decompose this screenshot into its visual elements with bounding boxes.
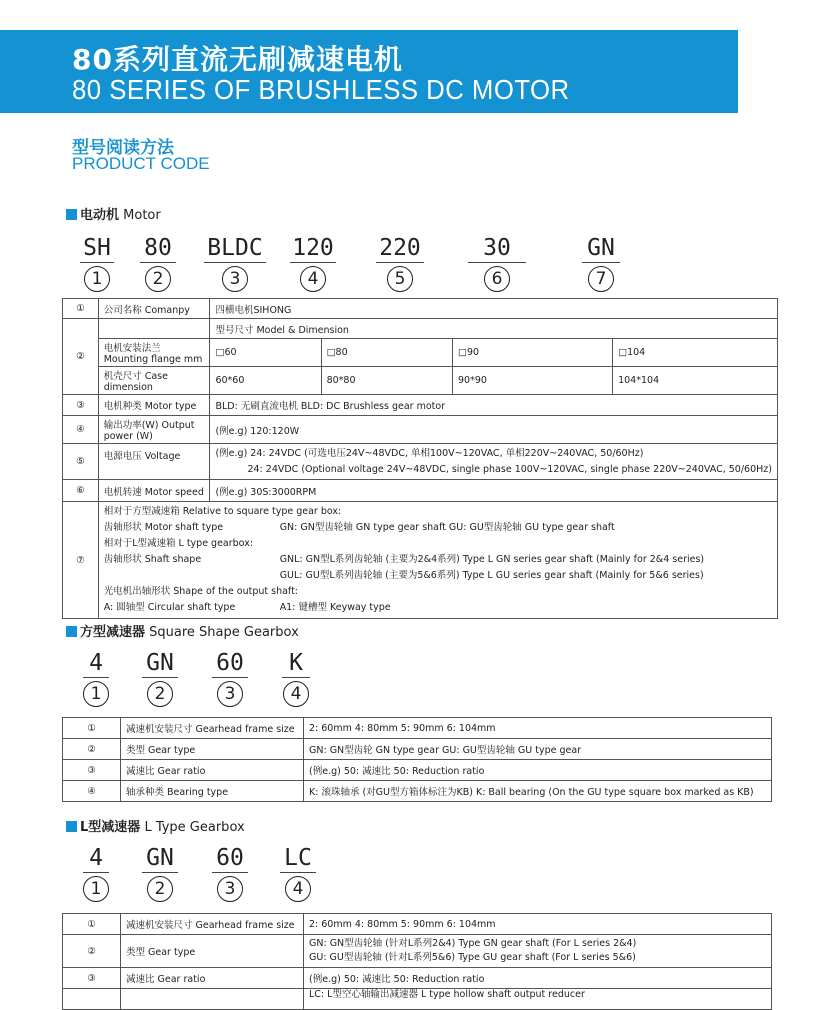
table-row bbox=[63, 968, 772, 989]
row-label: 电源电压 Voltage bbox=[98, 444, 210, 480]
section-marker bbox=[66, 821, 77, 832]
row-label: 减速比 Gear ratio bbox=[121, 760, 304, 781]
shaft-text: 齿轴形状 Shaft shape bbox=[103, 554, 202, 565]
table-row bbox=[63, 935, 772, 968]
shaft-details bbox=[98, 502, 777, 619]
table-row bbox=[63, 760, 772, 781]
row-label: 减速机安装尺寸 Gearhead frame size bbox=[121, 914, 304, 935]
table-row bbox=[63, 718, 772, 739]
ltype-code-1: 4 1 bbox=[83, 845, 109, 902]
shaft-text: 相对于L型减速箱 L type gearbox: bbox=[103, 538, 254, 549]
motor-code-220: 220 5 bbox=[376, 235, 424, 292]
row-value: (例e.g) 50: 减速比 50: Reduction ratio bbox=[304, 968, 772, 989]
shaft-text: 齿轴形状 Motor shaft type bbox=[103, 522, 224, 533]
ltype-code-4: LC 4 bbox=[280, 845, 316, 902]
row-number: ② bbox=[63, 739, 121, 760]
table-row bbox=[63, 367, 778, 395]
row-number bbox=[63, 989, 121, 1010]
square-gearbox-heading: 方型减速器 Square Shape Gearbox bbox=[66, 621, 299, 640]
row-number: ③ bbox=[63, 760, 121, 781]
table-row bbox=[63, 480, 778, 502]
flange-cell: □104 bbox=[613, 339, 778, 367]
header-banner bbox=[0, 30, 738, 113]
row-value: (例e.g) 30S:3000RPM bbox=[210, 480, 778, 502]
row-label: 类型 Gear type bbox=[121, 935, 304, 968]
square-gearbox-table bbox=[62, 717, 772, 802]
motor-code-bldc: BLDC 3 bbox=[204, 235, 266, 292]
shaft-text: GUL: GU型L系列齿轮轴 (主要为5&6系列) Type L GU series gear shaft (Mainly for 5&6 series) bbox=[279, 570, 704, 581]
flange-cell: □60 bbox=[210, 339, 321, 367]
row-number: ① bbox=[63, 718, 121, 739]
table-row bbox=[63, 339, 778, 367]
ltype-code-3: 60 3 bbox=[212, 845, 248, 902]
shaft-text: A1: 键槽型 Keyway type bbox=[279, 602, 391, 613]
row-number: ⑤ bbox=[63, 444, 99, 480]
row-number: ① bbox=[63, 914, 121, 935]
case-cell: 80*80 bbox=[321, 367, 452, 395]
motor-code-80: 80 2 bbox=[140, 235, 176, 292]
row-label: 电机安装法兰 Mounting flange mm bbox=[98, 339, 210, 367]
motor-code-sh: SH 1 bbox=[80, 235, 114, 292]
row-value: (例e.g) 50: 减速比 50: Reduction ratio bbox=[304, 760, 772, 781]
voltage-line-cn: (例e.g) 24: 24VDC (可选电压24V~48VDC, 单相100V~120VAC, 单相220V~240VAC, 50/60Hz) bbox=[215, 447, 644, 459]
motor-code-gn: GN 7 bbox=[582, 235, 620, 292]
square-code-1: 4 1 bbox=[83, 650, 109, 707]
table-row bbox=[63, 319, 778, 339]
square-code-4: K 4 bbox=[282, 650, 310, 707]
row-label bbox=[121, 989, 304, 1010]
row-label: 公司名称 Comanpy bbox=[98, 299, 210, 319]
table-row bbox=[63, 781, 772, 802]
shaft-line bbox=[104, 568, 772, 584]
row-value: LC: L型空心轴输出减速器 L type hollow shaft output reducer bbox=[304, 989, 772, 1010]
empty-cell bbox=[98, 319, 210, 339]
row-value: 型号尺寸 Model & Dimension bbox=[210, 319, 778, 339]
row-number: ③ bbox=[63, 968, 121, 989]
motor-spec-table bbox=[62, 298, 778, 619]
shaft-text: GNL: GN型L系列齿轮轴 (主要为2&4系列) Type L GN series gear shaft (Mainly for 2&4 series) bbox=[279, 554, 705, 565]
shaft-line bbox=[104, 552, 772, 568]
flange-cell: □80 bbox=[321, 339, 452, 367]
row-label: 轴承种类 Bearing type bbox=[121, 781, 304, 802]
square-code-3: 60 3 bbox=[212, 650, 248, 707]
product-code-title-cn: 型号阅读方法 bbox=[72, 138, 174, 158]
row-value: 2: 60mm 4: 80mm 5: 90mm 6: 104mm bbox=[304, 718, 772, 739]
gear-type-line: GU: GU型齿轮轴 (针对L系列5&6) Type GU gear shaft (For L series 5&6) bbox=[309, 952, 636, 963]
case-cell: 90*90 bbox=[453, 367, 613, 395]
row-value: GN: GN型齿轮 GN type gear GU: GU型齿轮轴 GU type gear bbox=[304, 739, 772, 760]
table-row bbox=[63, 444, 778, 480]
ltype-code-2: GN 2 bbox=[142, 845, 178, 902]
title-cn: 80系列直流无刷减速电机 bbox=[72, 43, 403, 76]
row-value: 2: 60mm 4: 80mm 5: 90mm 6: 104mm bbox=[304, 914, 772, 935]
row-value: BLD: 无刷直流电机 BLD: DC Brushless gear motor bbox=[210, 395, 778, 416]
l-type-gearbox-table bbox=[62, 913, 772, 1010]
row-value bbox=[304, 935, 772, 968]
row-label: 电机种类 Motor type bbox=[98, 395, 210, 416]
motor-code-30: 30 6 bbox=[468, 235, 526, 292]
row-label: 输出功率(W) Output power (W) bbox=[98, 416, 210, 444]
row-number: ② bbox=[63, 319, 99, 395]
motor-section-heading: 电动机 Motor bbox=[66, 204, 161, 223]
shaft-text: GN: GN型齿轮轴 GN type gear shaft GU: GU型齿轮轴 GU type gear shaft bbox=[279, 522, 615, 533]
table-row bbox=[63, 914, 772, 935]
gear-type-line: GN: GN型齿轮轴 (针对L系列2&4) Type GN gear shaft (For L series 2&4) bbox=[309, 938, 637, 949]
row-number: ④ bbox=[63, 781, 121, 802]
square-code-2: GN 2 bbox=[142, 650, 178, 707]
row-label: 类型 Gear type bbox=[121, 739, 304, 760]
case-cell: 104*104 bbox=[613, 367, 778, 395]
row-number: ① bbox=[63, 299, 99, 319]
row-number: ③ bbox=[63, 395, 99, 416]
row-value: 四横电机SIHONG bbox=[210, 299, 778, 319]
row-number: ⑥ bbox=[63, 480, 99, 502]
shaft-line bbox=[104, 600, 772, 616]
row-label: 电机转速 Motor speed bbox=[98, 480, 210, 502]
table-row bbox=[63, 395, 778, 416]
row-value bbox=[210, 444, 778, 480]
shaft-text: 光电机出轴形状 Shape of the output shaft: bbox=[103, 586, 299, 597]
row-number: ⑦ bbox=[63, 502, 99, 619]
row-value: K: 滚珠轴承 (对GU型方箱体标注为KB) K: Ball bearing (On the GU type square box marked as KB) bbox=[304, 781, 772, 802]
table-row bbox=[63, 502, 778, 619]
row-number: ④ bbox=[63, 416, 99, 444]
row-label: 减速机安装尺寸 Gearhead frame size bbox=[121, 718, 304, 739]
motor-code-120: 120 4 bbox=[290, 235, 336, 292]
product-code-title-en: PRODUCT CODE bbox=[72, 154, 210, 173]
shaft-line bbox=[104, 520, 772, 536]
table-row bbox=[63, 416, 778, 444]
case-cell: 60*60 bbox=[210, 367, 321, 395]
table-row bbox=[63, 299, 778, 319]
title-en: 80 SERIES OF BRUSHLESS DC MOTOR bbox=[72, 74, 570, 105]
shaft-text: 相对于方型减速箱 Relative to square type gear box: bbox=[103, 506, 342, 517]
section-marker bbox=[66, 209, 77, 220]
flange-cell: □90 bbox=[453, 339, 613, 367]
shaft-text: A: 圆轴型 Circular shaft type bbox=[103, 602, 236, 613]
voltage-line-en: 24: 24VDC (Optional voltage 24V~48VDC, single phase 100V~120VAC, single phase 220V~240VAC, 50/60Hz) bbox=[247, 463, 772, 475]
row-label: 减速比 Gear ratio bbox=[121, 968, 304, 989]
table-row bbox=[63, 739, 772, 760]
l-type-gearbox-heading: L型减速器 L Type Gearbox bbox=[66, 816, 245, 835]
table-row bbox=[63, 989, 772, 1010]
section-marker bbox=[66, 626, 77, 637]
row-number: ② bbox=[63, 935, 121, 968]
row-value: (例e.g) 120:120W bbox=[210, 416, 778, 444]
row-label: 机壳尺寸 Case dimension bbox=[98, 367, 210, 395]
